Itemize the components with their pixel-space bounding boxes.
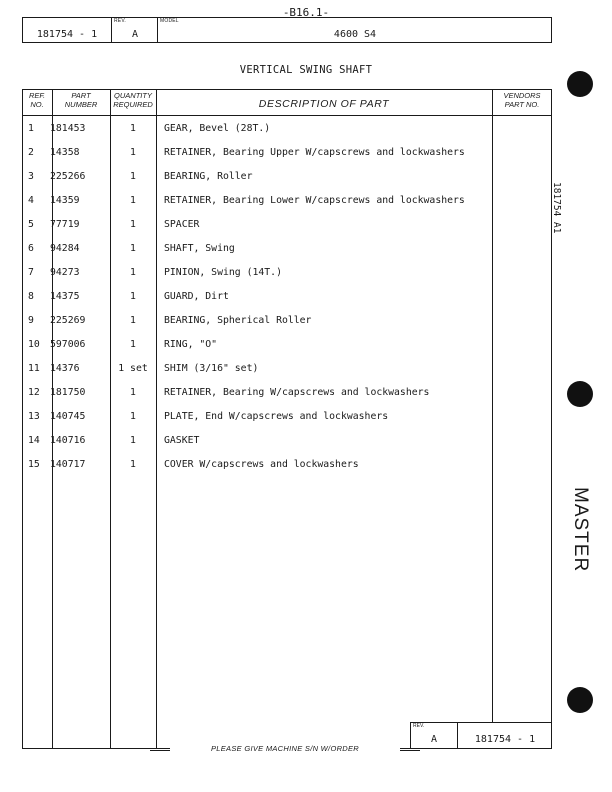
master-stamp: MASTER — [570, 487, 591, 573]
row-quantity: 1 — [130, 219, 136, 230]
page-number: -B16.1- — [282, 6, 330, 19]
row-ref: 12 — [28, 387, 40, 398]
header-part-number: 181754 - 1 — [36, 29, 98, 40]
binder-hole — [567, 687, 593, 713]
row-part-number: 94273 — [50, 267, 80, 278]
binder-hole — [567, 71, 593, 97]
row-description: RETAINER, Bearing W/capscrews and lockwashers — [164, 387, 430, 398]
table-row — [22, 142, 492, 166]
col-header-qty-line2: REQUIRED — [113, 100, 153, 109]
table-row — [22, 214, 492, 238]
row-quantity: 1 — [130, 171, 136, 182]
row-part-number: 181750 — [50, 387, 86, 398]
row-quantity: 1 — [130, 315, 136, 326]
row-description: SPACER — [164, 219, 200, 230]
row-part-number: 14358 — [50, 147, 80, 158]
row-part-number: 14376 — [50, 363, 80, 374]
row-part-number: 225269 — [50, 315, 86, 326]
row-description: RETAINER, Bearing Upper W/capscrews and lockwashers — [164, 147, 465, 158]
row-ref: 7 — [28, 267, 34, 278]
col-header-vendor-line2: PART NO. — [504, 100, 540, 109]
table-row — [22, 310, 492, 334]
col-header-qty-line1: QUANTITY — [114, 91, 152, 100]
side-part-number: 181754 A1 — [551, 182, 562, 234]
table-row — [22, 286, 492, 310]
row-ref: 15 — [28, 459, 40, 470]
table-row — [22, 238, 492, 262]
row-part-number: 140745 — [50, 411, 86, 422]
header-rev-label: REV. — [114, 18, 127, 24]
desc-column-rule — [492, 89, 493, 722]
col-header-ref-line2: NO. — [30, 100, 44, 109]
col-header-ref — [22, 91, 52, 115]
row-description: RETAINER, Bearing Lower W/capscrews and lockwashers — [164, 195, 465, 206]
col-header-part-line2: NUMBER — [64, 100, 98, 109]
header-rev: A — [131, 29, 139, 40]
row-description: RING, "O" — [164, 339, 218, 350]
table-row — [22, 118, 492, 142]
row-quantity: 1 — [130, 459, 136, 470]
table-row — [22, 406, 492, 430]
table-row — [22, 190, 492, 214]
row-description: PLATE, End W/capscrews and lockwashers — [164, 411, 389, 422]
header-model-cell — [157, 18, 552, 42]
col-header-part-line1: PART — [71, 91, 91, 100]
row-description: SHIM (3/16" set) — [164, 363, 259, 374]
row-quantity: 1 set — [118, 363, 148, 374]
row-quantity: 1 — [130, 387, 136, 398]
row-ref: 10 — [28, 339, 40, 350]
row-part-number: 14359 — [50, 195, 80, 206]
table-row — [22, 358, 492, 382]
row-quantity: 1 — [130, 291, 136, 302]
row-ref: 1 — [28, 123, 34, 134]
table-row — [22, 262, 492, 286]
footer-note: PLEASE GIVE MACHINE S/N W/ORDER — [170, 744, 400, 753]
header-model: 4600 S4 — [333, 29, 377, 40]
row-part-number: 181453 — [50, 123, 86, 134]
row-ref: 13 — [28, 411, 40, 422]
row-quantity: 1 — [130, 411, 136, 422]
row-part-number: 597006 — [50, 339, 86, 350]
row-description: GASKET — [164, 435, 200, 446]
table-row — [22, 334, 492, 358]
row-quantity: 1 — [130, 147, 136, 158]
row-quantity: 1 — [130, 267, 136, 278]
row-ref: 2 — [28, 147, 34, 158]
col-header-vendor-line1: VENDORS — [503, 91, 541, 100]
header-rev-cell — [111, 18, 158, 42]
row-ref: 5 — [28, 219, 34, 230]
page-title: VERTICAL SWING SHAFT — [239, 64, 373, 76]
table-row — [22, 430, 492, 454]
row-description: GUARD, Dirt — [164, 291, 229, 302]
row-description: BEARING, Spherical Roller — [164, 315, 312, 326]
table-row — [22, 382, 492, 406]
table-row — [22, 166, 492, 190]
row-quantity: 1 — [130, 195, 136, 206]
row-quantity: 1 — [130, 435, 136, 446]
row-description: SHAFT, Swing — [164, 243, 235, 254]
col-header-description: DESCRIPTION OF PART — [258, 98, 390, 110]
row-description: BEARING, Roller — [164, 171, 253, 182]
binder-hole — [567, 381, 593, 407]
footer-rev-label: REV. — [413, 723, 425, 729]
header-box — [22, 17, 552, 43]
header-part-cell — [23, 18, 111, 42]
footer-rev: A — [430, 734, 438, 745]
col-header-ref-line1: REF. — [28, 91, 46, 100]
row-ref: 3 — [28, 171, 34, 182]
row-part-number: 225266 — [50, 171, 86, 182]
row-ref: 4 — [28, 195, 34, 206]
row-description: COVER W/capscrews and lockwashers — [164, 459, 359, 470]
col-header-part — [52, 91, 110, 115]
footer-part-number: 181754 - 1 — [474, 734, 536, 745]
row-description: GEAR, Bevel (28T.) — [164, 123, 271, 134]
row-part-number: 14375 — [50, 291, 80, 302]
row-quantity: 1 — [130, 243, 136, 254]
row-part-number: 77719 — [50, 219, 80, 230]
table-row — [22, 454, 492, 478]
row-part-number: 140716 — [50, 435, 86, 446]
row-ref: 6 — [28, 243, 34, 254]
row-part-number: 94284 — [50, 243, 80, 254]
row-ref: 9 — [28, 315, 34, 326]
row-ref: 14 — [28, 435, 40, 446]
col-header-qty — [110, 91, 156, 115]
row-description: PINION, Swing (14T.) — [164, 267, 282, 278]
row-ref: 8 — [28, 291, 34, 302]
header-model-label: MODEL — [160, 18, 179, 24]
row-quantity: 1 — [130, 123, 136, 134]
row-quantity: 1 — [130, 339, 136, 350]
col-header-vendor — [492, 91, 552, 115]
row-ref: 11 — [28, 363, 40, 374]
row-part-number: 140717 — [50, 459, 86, 470]
